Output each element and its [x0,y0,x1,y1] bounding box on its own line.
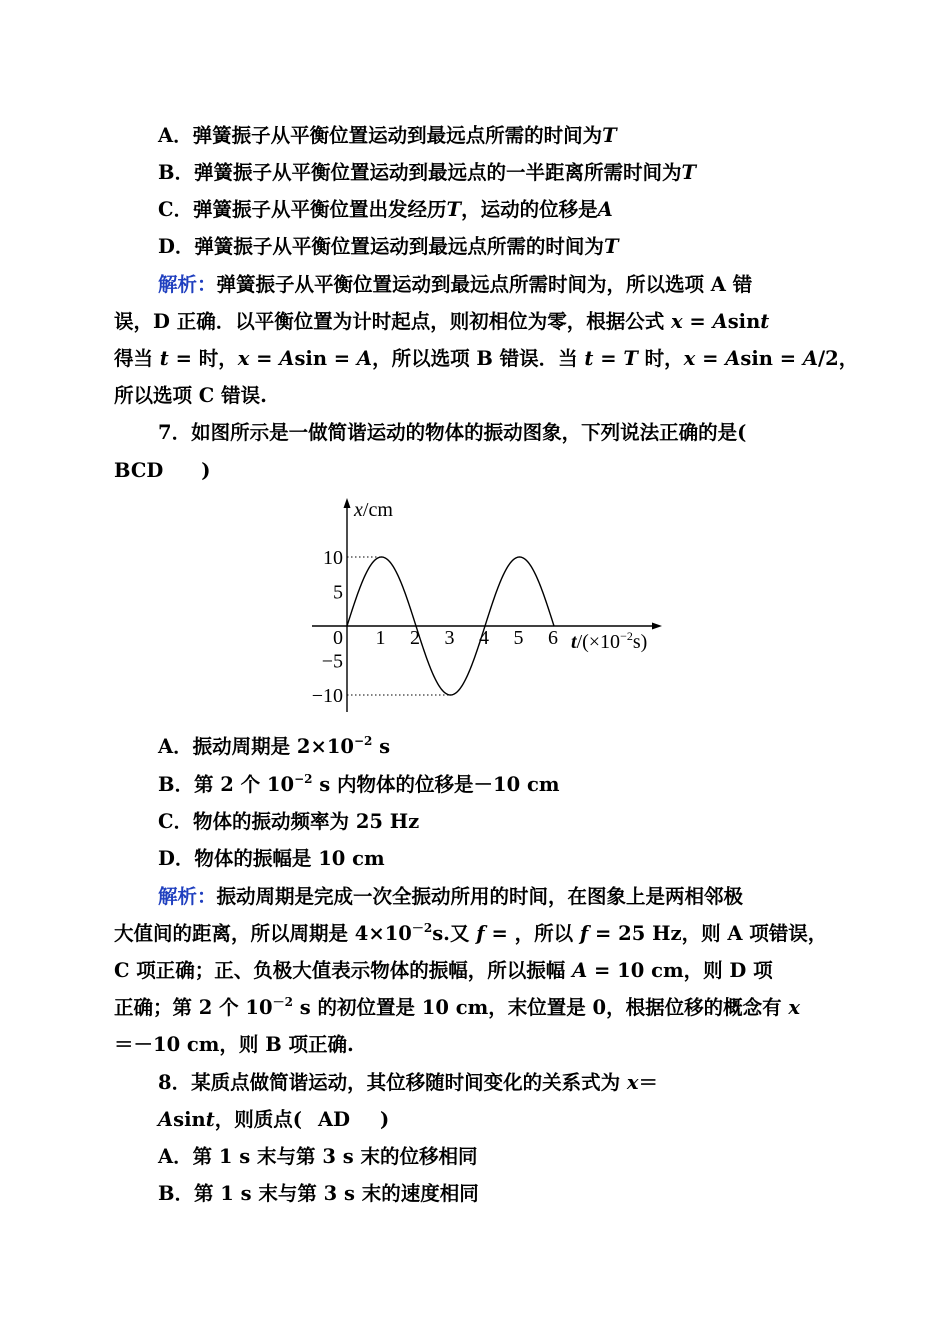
x-tick-label: 1 [375,627,386,649]
q6-analysis-line-4: 所以选项 C 错误. [114,384,267,407]
q7-analysis-line-4: 正确；第 2 个 $10^{-2}$ s 的初位置是 10 cm，末位置是 0，根据位移的概念有 x [114,995,801,1019]
x-tick-label: 6 [548,627,558,649]
q7-option-d: D．物体的振幅是 10 cm [158,847,385,870]
q7-stem: 7．如图所示是一做简谐运动的物体的振动图象，下列说法正确的是( [158,421,747,444]
q7-analysis-line-3: C 项正确；正、负极大值表示物体的振幅，所以振幅 A = 10 cm，则 D 项 [114,959,773,982]
y-tick-label: 5 [333,581,343,604]
y-axis-arrow [344,498,351,508]
q7-answer: BCD [114,459,164,482]
q6-option-d: D．弹簧振子从平衡位置运动到最远点所需的时间为T [158,235,619,258]
y-axis-label: x/cm [354,499,393,521]
x-tick-label: 2 [410,627,420,649]
q7-analysis-line-5: ＝－10 cm，则 B 项正确. [114,1033,354,1056]
q7-analysis-line-2: 大值间的距离，所以周期是 $4\times 10^{-2}s$.又 f = ，所以 f = 25 Hz，则 A 项错误， [114,921,828,945]
q6-option-a: A．弹簧振子从平衡位置运动到最远点所需的时间为T [158,124,617,147]
x-axis-arrow [652,623,662,630]
q6-analysis-line-2: 误，D 正确．以平衡位置为计时起点，则初相位为零，根据公式 x = Asint [114,310,770,333]
analysis-label: 解析： [158,273,217,296]
q7-analysis-line-1: 解析：振动周期是完成一次全振动所用的时间，在图象上是两相邻极 [158,885,744,908]
x-tick-label: 5 [513,627,524,649]
q6-option-c: C．弹簧振子从平衡位置出发经历T，运动的位移是A [158,198,613,221]
vibration-graph [296,490,696,720]
q8-option-a: A．第 1 s 末与第 3 s 末的位移相同 [158,1145,478,1168]
q7-option-b: B．第 2 个 $10^{-2}$ s 内物体的位移是－10 cm [158,772,560,796]
q6-analysis-line-1: 解析：弹簧振子从平衡位置运动到最远点所需时间为，所以选项 A 错 [158,273,753,296]
q8-answer: AD [317,1108,351,1131]
x-tick-label: 3 [444,627,455,649]
q8-option-b: B．第 1 s 末与第 3 s 末的速度相同 [158,1182,479,1205]
q7-option-c: C．物体的振动频率为 25 Hz [158,810,420,833]
x-tick-label: 4 [479,627,489,649]
y-tick-label: −10 [311,685,343,707]
q7-option-a: A．振动周期是 $2\times 10^{-2}$ s [158,734,391,758]
q7-answer-line: BCD ) [114,459,211,482]
x-tick-labels [333,627,558,649]
x-tick-label: 0 [333,627,343,649]
x-axis-label: $t/(\times 10^{-2}s)$ [571,629,648,653]
analysis-label: 解析： [158,885,217,908]
y-tick-label: 10 [323,547,343,569]
q6-analysis-line-3: 得当 t = 时，x = Asin = A，所以选项 B 错误．当 t = T 时，x = Asin = A/2， [114,347,859,370]
y-tick-label: −5 [321,650,343,673]
q8-stem-line-2: Asint，则质点( AD ) [158,1108,390,1131]
q6-option-b: B．弹簧振子从平衡位置运动到最远点的一半距离所需时间为T [158,161,697,184]
q8-stem: 8．某质点做简谐运动，其位移随时间变化的关系式为 x＝ [158,1071,659,1094]
